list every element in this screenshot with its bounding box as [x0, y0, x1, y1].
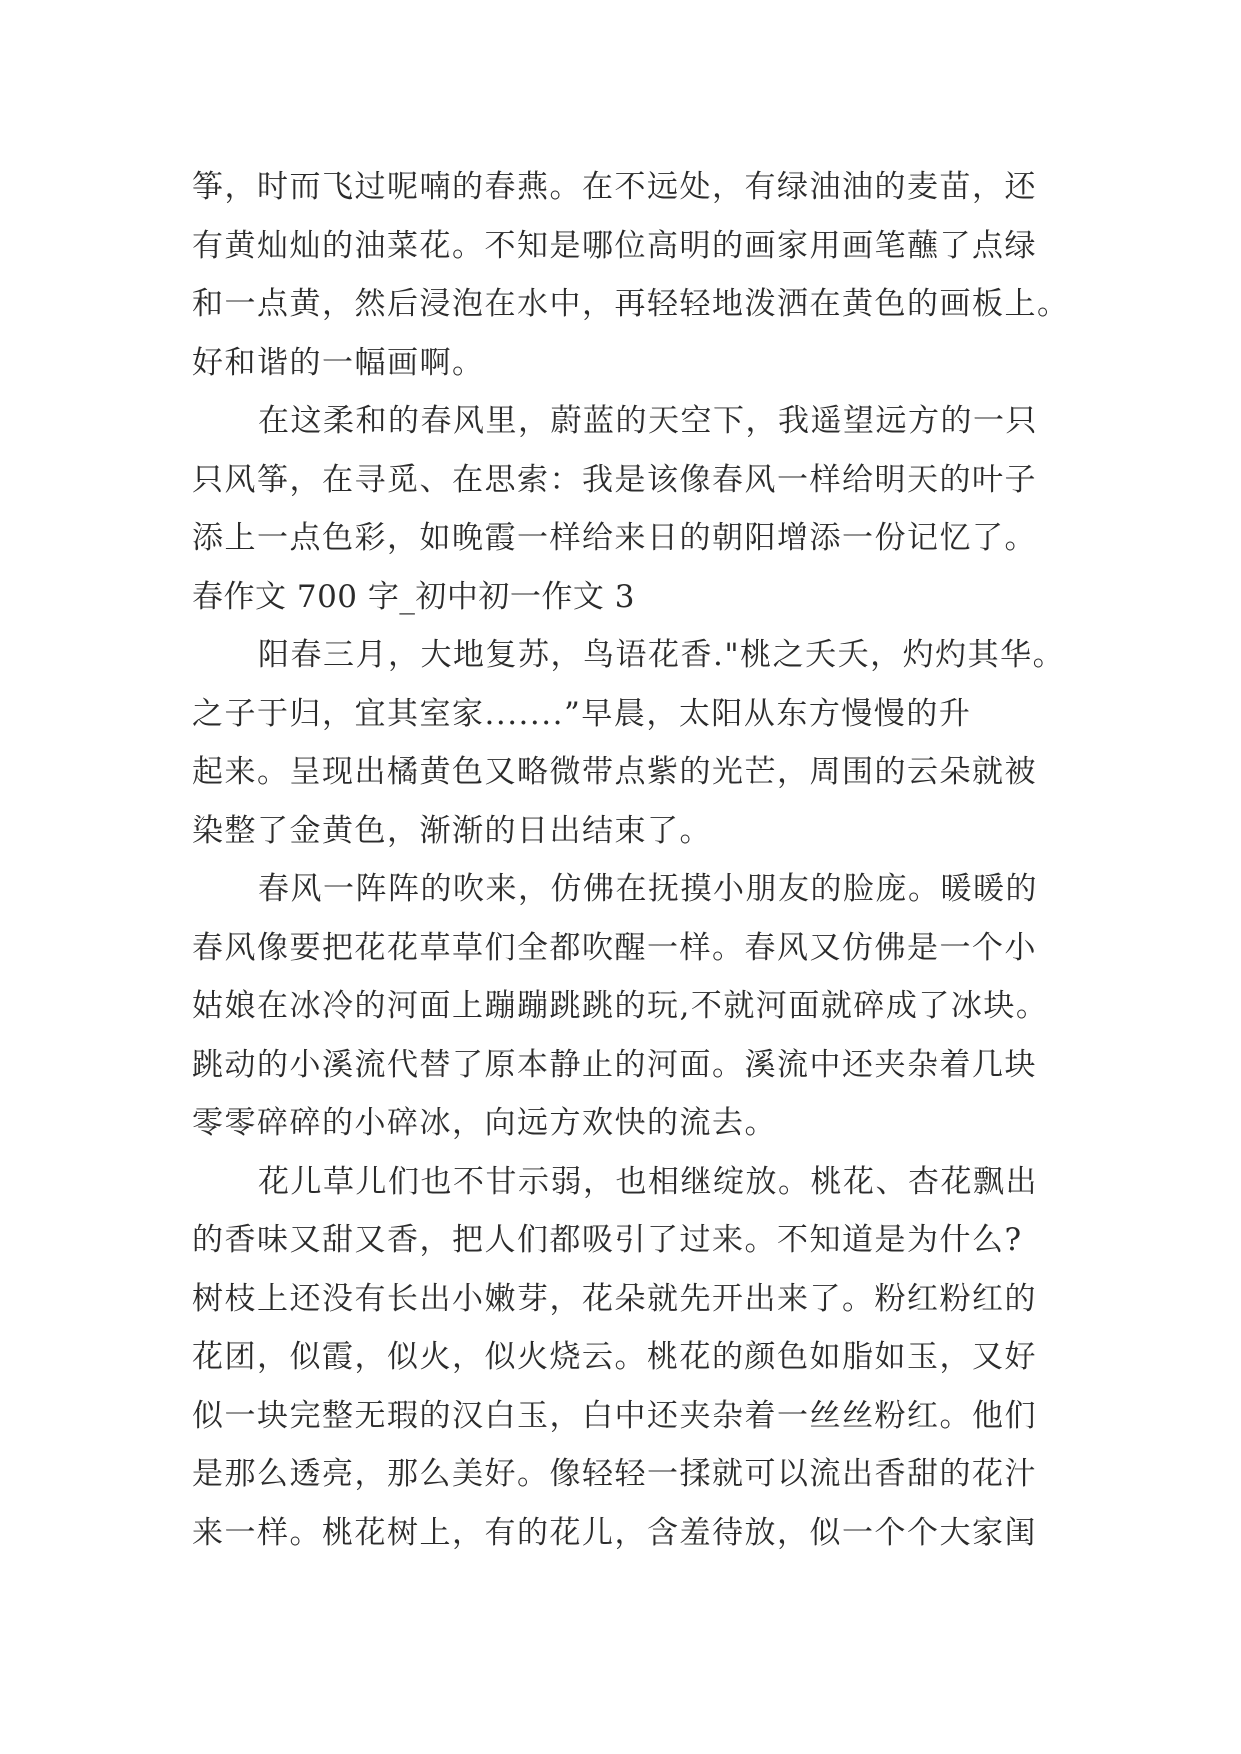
paragraph-first-line: 在这柔和的春风里，蔚蓝的天空下，我遥望远方的一只 — [258, 403, 1038, 439]
text-line: 似一块完整无瑕的汉白玉，白中还夹杂着一丝丝粉红。他们 — [192, 1397, 1037, 1434]
text-line: 零零碎碎的小碎冰，向远方欢快的流去。 — [192, 1105, 777, 1141]
text-line: 之子于归，宜其室家.......”早晨，太阳从东方慢慢的升 — [192, 695, 972, 732]
text-line: 春风像要把花花草草们全都吹醒一样。春风又仿佛是一个小 — [192, 929, 1037, 966]
text-line: 染整了金黄色，渐渐的日出结束了。 — [192, 812, 712, 849]
text-line: 和一点黄，然后浸泡在水中，再轻轻地泼洒在黄色的画板上。 — [192, 286, 1070, 322]
text-line: 姑娘在冰冷的河面上蹦蹦跳跳的玩,不就河面就碎成了冰块。 — [192, 988, 1049, 1024]
text-line: 只风筝，在寻觅、在思索：我是该像春风一样给明天的叶子 — [192, 461, 1037, 498]
text-line: 起来。呈现出橘黄色又略微带点紫的光芒，周围的云朵就被 — [192, 754, 1037, 790]
section-heading: 春作文 700 字_初中初一作文 3 — [192, 578, 635, 615]
text-line: 树枝上还没有长出小嫩芽，花朵就先开出来了。粉红粉红的 — [192, 1280, 1037, 1317]
text-line: 来一样。桃花树上，有的花儿，含羞待放，似一个个大家闺 — [192, 1514, 1037, 1551]
text-line: 好和谐的一幅画啊。 — [192, 344, 485, 381]
text-line: 筝，时而飞过呢喃的春燕。在不远处，有绿油油的麦苗，还 — [192, 169, 1037, 205]
text-line: 跳动的小溪流代替了原本静止的河面。溪流中还夹杂着几块 — [192, 1046, 1037, 1083]
paragraph-first-line: 花儿草儿们也不甘示弱，也相继绽放。桃花、杏花飘出 — [258, 1163, 1038, 1200]
paragraph-first-line: 春风一阵阵的吹来，仿佛在抚摸小朋友的脸庞。暖暖的 — [258, 871, 1038, 907]
text-line: 花团，似霞，似火，似火烧云。桃花的颜色如脂如玉，又好 — [192, 1339, 1037, 1375]
text-line: 是那么透亮，那么美好。像轻轻一揉就可以流出香甜的花汁 — [192, 1456, 1037, 1492]
text-line: 的香味又甜又香，把人们都吸引了过来。不知道是为什么? — [192, 1222, 1023, 1258]
text-line: 有黄灿灿的油菜花。不知是哪位高明的画家用画笔蘸了点绿 — [192, 227, 1037, 264]
article-body — [192, 158, 1072, 1562]
paragraph-first-line: 阳春三月，大地复苏，鸟语花香."桃之夭夭，灼灼其华。 — [258, 637, 1066, 673]
text-line: 添上一点色彩，如晚霞一样给来日的朝阳增添一份记忆了。 — [192, 520, 1037, 556]
